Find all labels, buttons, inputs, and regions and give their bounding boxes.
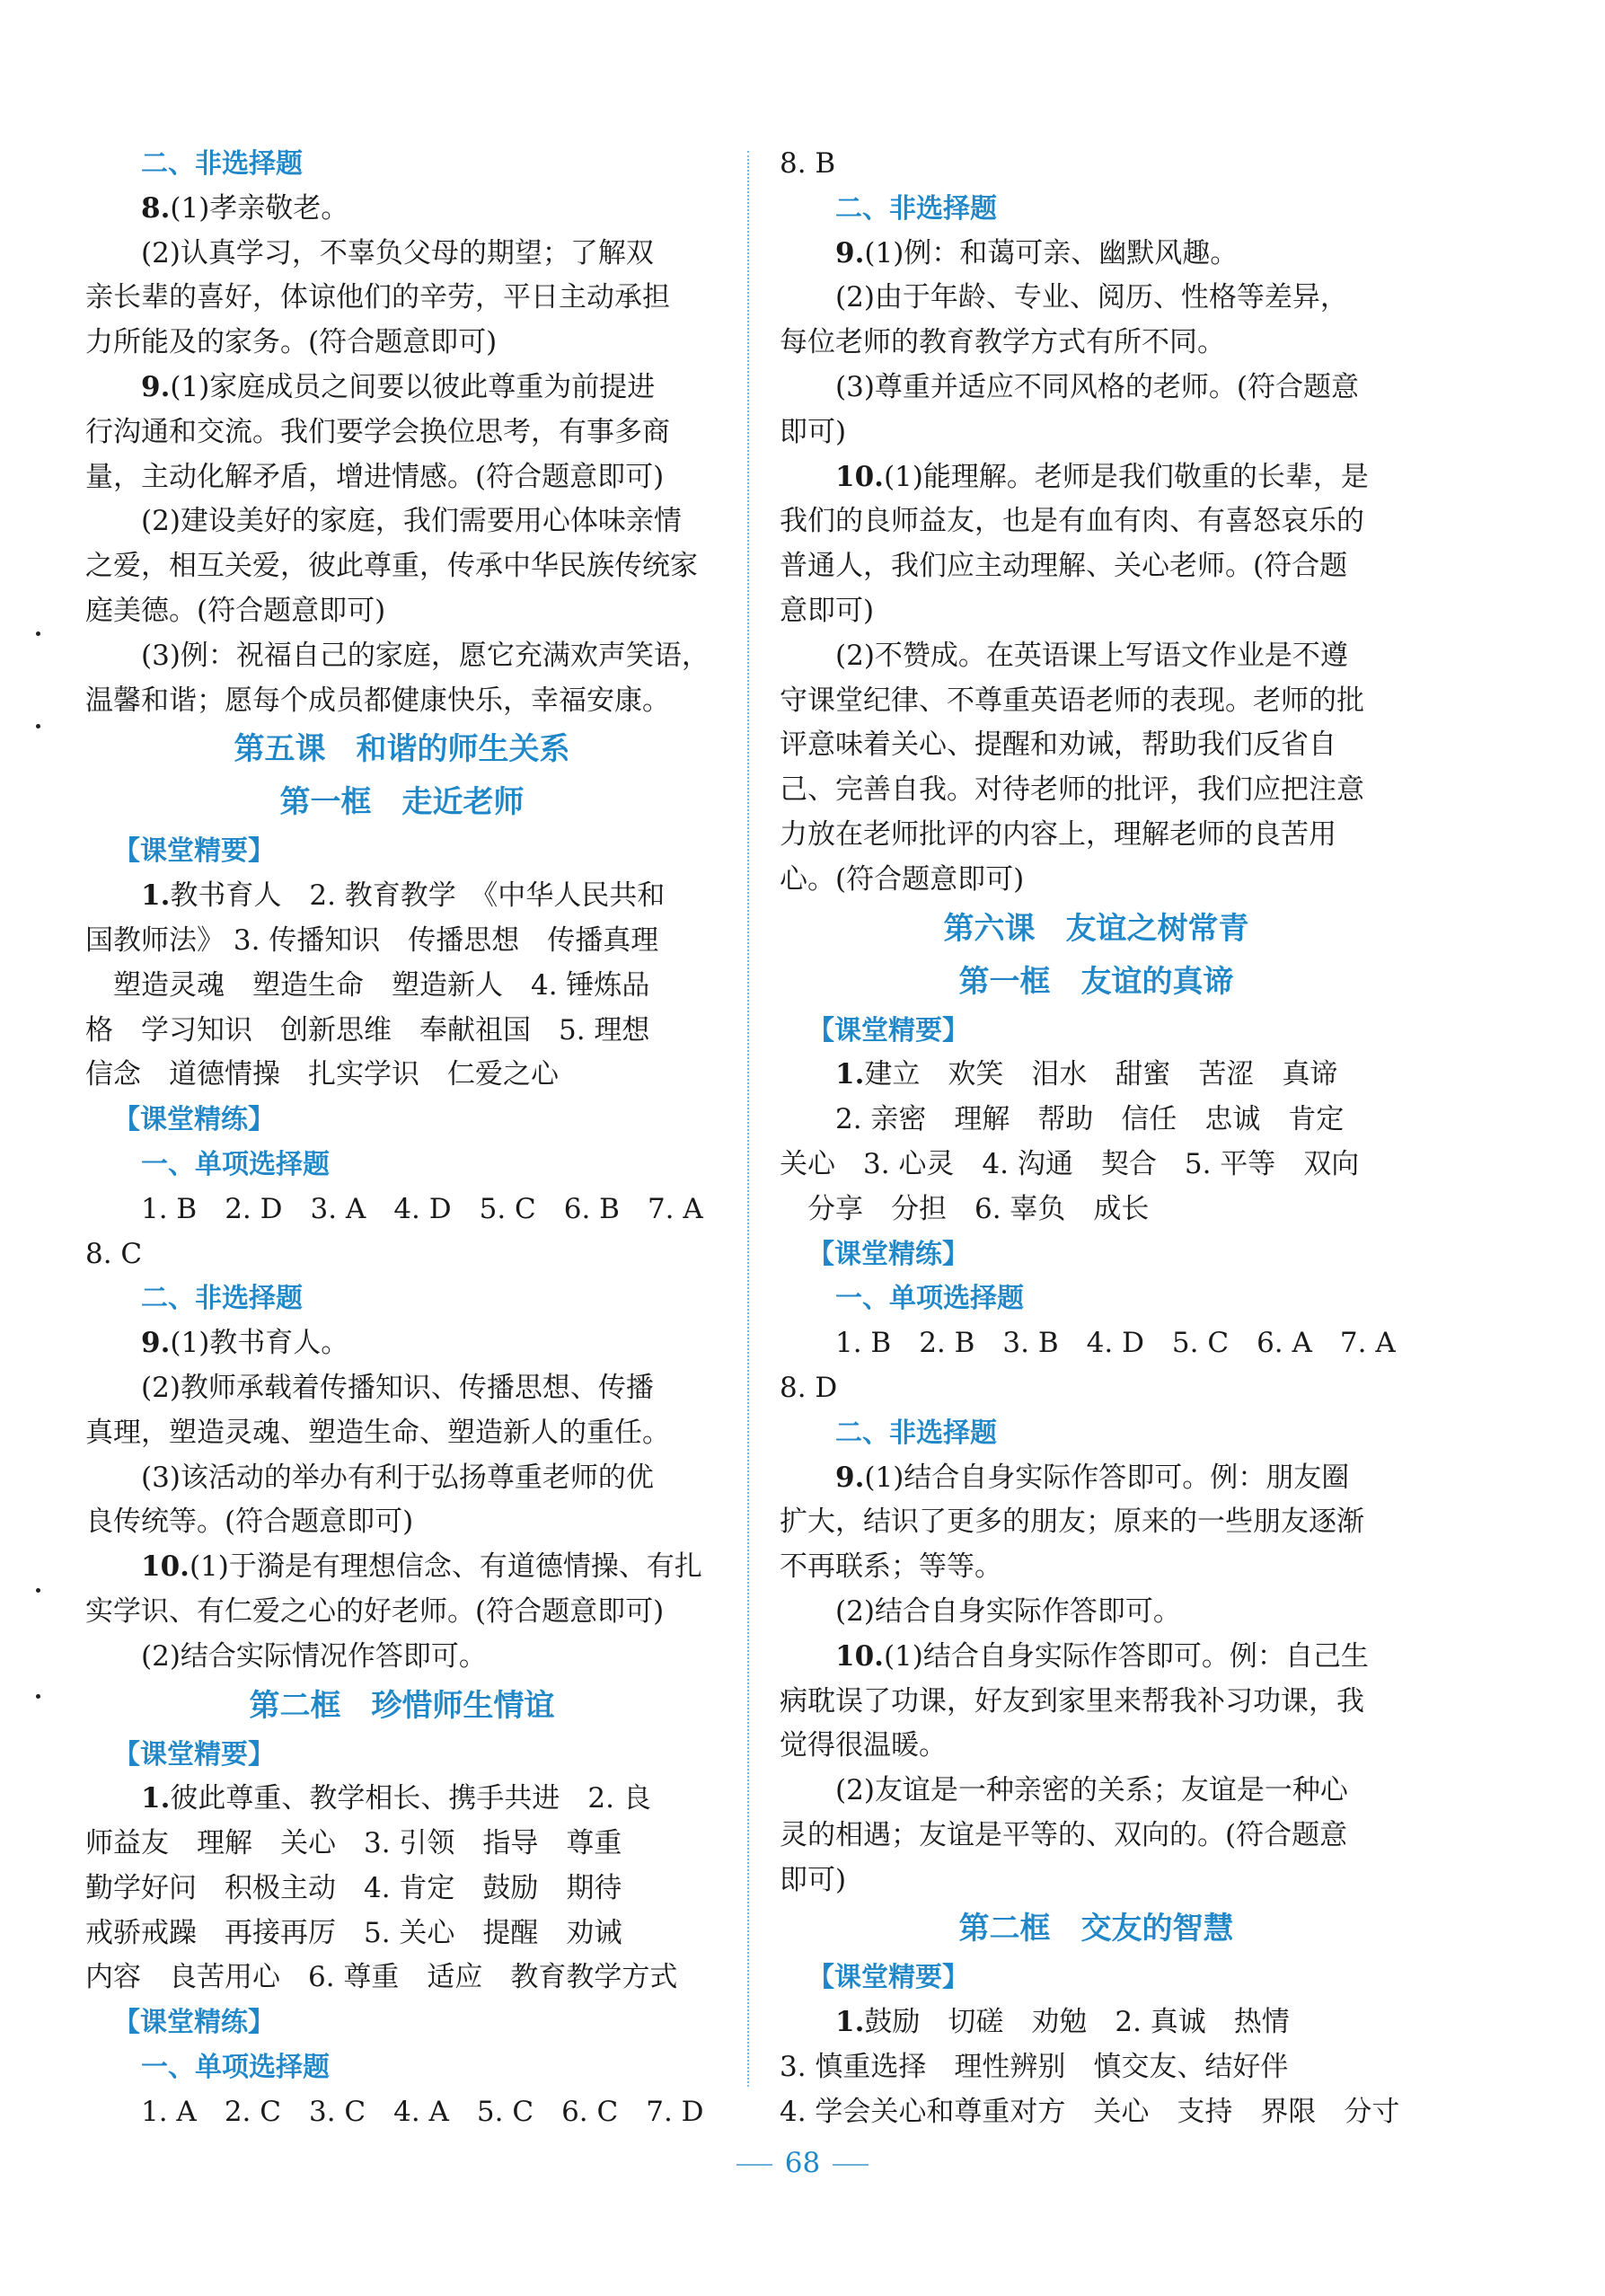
answer-line	[85, 874, 719, 919]
answer-line: 8. C	[85, 1237, 143, 1270]
page-number-dash	[736, 2164, 772, 2166]
column-divider	[747, 151, 749, 2087]
answer-line	[780, 2000, 1413, 2045]
question-number: 1.	[835, 2006, 865, 2039]
answer-line: (2)结合实际情况作答即可。	[141, 1639, 487, 1673]
margin-dot	[36, 1588, 40, 1593]
answer-line: (2)友谊是一种亲密的关系；友谊是一种心	[835, 1774, 1348, 1807]
question-type-heading: 一、单项选择题	[141, 2052, 330, 2084]
answer-line	[85, 187, 719, 232]
answer-text: 建立 欢笑 泪水 甜蜜 苦涩 真谛	[864, 1058, 1338, 1091]
answer-text: (1)能理解。老师是我们敬重的长辈，是	[883, 460, 1369, 493]
answer-line	[780, 232, 1413, 277]
question-type-heading: 二、非选择题	[835, 192, 997, 225]
answer-line: 戒骄戒躁 再接再厉 5. 关心 提醒 劝诫	[85, 1916, 622, 1949]
answer-line: 心。(符合题意即可)	[780, 862, 1025, 896]
answer-line: 力所能及的家务。(符合题意即可)	[85, 326, 498, 359]
answer-line: 病耽误了功课，好友到家里来帮我补习功课，我	[780, 1684, 1364, 1718]
answer-line: 格 学习知识 创新思维 奉献祖国 5. 理想	[85, 1013, 650, 1046]
answer-text: (1)教书育人。	[170, 1327, 349, 1360]
answer-line: 灵的相遇；友谊是平等的、双向的。(符合题意	[780, 1818, 1348, 1851]
question-number: 1.	[141, 879, 171, 913]
left-column	[85, 142, 719, 2135]
question-type-heading: 一、单项选择题	[141, 1148, 330, 1180]
answer-line: 师益友 理解 关心 3. 引领 指导 尊重	[85, 1827, 622, 1860]
section-title: 第一框 友谊的真谛	[958, 963, 1234, 1000]
answer-line: (3)该活动的举办有利于弘扬尊重老师的优	[141, 1461, 654, 1494]
bracket-heading: 【课堂精练】	[807, 1238, 969, 1270]
answer-line: (3)尊重并适应不同风格的老师。(符合题意	[835, 370, 1360, 403]
page-number-value: 68	[784, 2147, 821, 2179]
section-title: 第二框 交友的智慧	[958, 1911, 1234, 1947]
right-column	[780, 142, 1413, 2135]
answer-line: 8. D	[780, 1371, 838, 1404]
page-number	[0, 2147, 1605, 2179]
answer-line: 普通人，我们应主动理解、关心老师。(符合题	[780, 550, 1348, 583]
answer-line: (3)例：祝福自己的家庭，愿它充满欢声笑语，	[141, 639, 710, 672]
answer-line: 良传统等。(符合题意即可)	[85, 1506, 414, 1539]
section-title: 第二框 珍惜师生情谊	[249, 1687, 555, 1724]
answer-text: (1)例：和蔼可亲、幽默风趣。	[864, 236, 1239, 269]
question-number: 10.	[835, 460, 884, 493]
question-number: 9.	[141, 370, 171, 403]
margin-dot	[36, 1694, 40, 1699]
answer-line: 实学识、有仁爱之心的好老师。(符合题意即可)	[85, 1594, 665, 1628]
answer-line: 2. 亲密 理解 帮助 信任 忠诚 肯定	[835, 1103, 1345, 1136]
answer-line: 4. 学会关心和尊重对方 关心 支持 界限 分寸	[780, 2095, 1400, 2128]
answer-line	[85, 366, 719, 411]
question-number: 9.	[835, 1461, 865, 1494]
answer-line: 温馨和谐；愿每个成员都健康快乐，幸福安康。	[85, 684, 670, 717]
answer-text: (1)孝亲敬老。	[170, 191, 349, 225]
answer-line: (2)建设美好的家庭，我们需要用心体味亲情	[141, 505, 682, 538]
choice-answers: 1. A 2. C 3. C 4. A 5. C 6. C 7. D	[141, 2095, 704, 2128]
page-number-dash	[833, 2164, 869, 2166]
choice-answers: 1. B 2. B 3. B 4. D 5. C 6. A 7. A	[835, 1327, 1396, 1360]
question-number: 10.	[835, 1639, 884, 1673]
answer-line: 不再联系；等等。	[780, 1550, 1002, 1584]
answer-text: 彼此尊重、教学相长、携手共进 2. 良	[170, 1782, 651, 1815]
question-number: 9.	[835, 236, 865, 269]
margin-dot	[36, 724, 40, 729]
answer-line: 行沟通和交流。我们要学会换位思考，有事多商	[85, 415, 670, 448]
answer-line: 庭美德。(符合题意即可)	[85, 594, 386, 627]
answer-line: 8. B	[780, 147, 836, 180]
question-type-heading: 二、非选择题	[835, 1417, 997, 1449]
answer-line: 内容 良苦用心 6. 尊重 适应 教育教学方式	[85, 1961, 678, 1994]
answer-line: 意即可)	[780, 594, 875, 627]
bracket-heading: 【课堂精要】	[113, 835, 275, 868]
question-type-heading: 二、非选择题	[141, 1283, 303, 1315]
answer-line	[780, 1635, 1413, 1680]
question-number: 10.	[141, 1550, 190, 1584]
question-number: 9.	[141, 1327, 171, 1360]
answer-line: 即可)	[780, 1863, 847, 1896]
answer-line: (2)认真学习，不辜负父母的期望；了解双	[141, 236, 654, 269]
answer-line: 3. 慎重选择 理性辨别 慎交友、结好伴	[780, 2051, 1289, 2084]
question-number: 1.	[141, 1782, 171, 1815]
answer-line: 之爱，相互关爱，彼此尊重，传承中华民族传统家	[85, 550, 698, 583]
answer-line: 力放在老师批评的内容上，理解老师的良苦用	[780, 817, 1336, 851]
answer-line: 扩大，结识了更多的朋友；原来的一些朋友逐渐	[780, 1506, 1364, 1539]
answer-text: (1)结合自身实际作答即可。例：朋友圈	[864, 1461, 1350, 1494]
answer-line	[85, 1777, 719, 1822]
answer-line: 信念 道德情操 扎实学识 仁爱之心	[85, 1058, 559, 1091]
section-title: 第五课 和谐的师生关系	[234, 731, 570, 768]
answer-line: 觉得很温暖。	[780, 1729, 947, 1762]
answer-line: 守课堂纪律、不尊重英语老师的表现。老师的批	[780, 684, 1364, 717]
choice-answers: 1. B 2. D 3. A 4. D 5. C 6. B 7. A	[141, 1192, 703, 1225]
answer-line: 己、完善自我。对待老师的批评，我们应把注意	[780, 773, 1364, 807]
answer-line	[780, 455, 1413, 500]
answer-line	[780, 1053, 1413, 1098]
answer-line: 即可)	[780, 415, 847, 448]
bracket-heading: 【课堂精要】	[807, 1962, 969, 1994]
bracket-heading: 【课堂精要】	[113, 1738, 275, 1771]
answer-line: 评意味着关心、提醒和劝诫，帮助我们反省自	[780, 729, 1336, 762]
question-number: 8.	[141, 191, 171, 225]
answer-line: 量，主动化解矛盾，增进情感。(符合题意即可)	[85, 460, 665, 493]
answer-line: (2)教师承载着传播知识、传播思想、传播	[141, 1371, 654, 1404]
margin-dot	[36, 631, 40, 636]
answer-text: (1)结合自身实际作答即可。例：自己生	[883, 1639, 1369, 1673]
bracket-heading: 【课堂精练】	[113, 1104, 275, 1136]
section-title: 第一框 走近老师	[279, 784, 525, 821]
answer-line: 分享 分担 6. 辜负 成长	[807, 1192, 1150, 1225]
answer-line	[780, 1456, 1413, 1501]
answer-line: (2)由于年龄、专业、阅历、性格等差异，	[835, 281, 1348, 314]
question-type-heading: 一、单项选择题	[835, 1283, 1024, 1315]
answer-line: 真理，塑造灵魂、塑造生命、塑造新人的重任。	[85, 1416, 670, 1449]
answer-text: (1)于漪是有理想信念、有道德情操、有扎	[189, 1550, 702, 1584]
answer-line: 国教师法》 3. 传播知识 传播思想 传播真理	[85, 923, 659, 957]
bracket-heading: 【课堂精练】	[113, 2007, 275, 2039]
question-type-heading: 二、非选择题	[141, 148, 303, 180]
answer-text: 教书育人 2. 教育教学 《中华人民共和	[170, 879, 666, 913]
answer-text: 鼓励 切磋 劝勉 2. 真诚 热情	[864, 2006, 1290, 2039]
answer-line: 我们的良师益友，也是有血有肉、有喜怒哀乐的	[780, 505, 1364, 538]
answer-line	[85, 1545, 719, 1590]
section-title: 第六课 友谊之树常青	[943, 910, 1249, 947]
answer-line: (2)不赞成。在英语课上写语文作业是不遵	[835, 639, 1348, 672]
bracket-heading: 【课堂精要】	[807, 1014, 969, 1046]
answer-line: 亲长辈的喜好，体谅他们的辛劳，平日主动承担	[85, 281, 670, 314]
question-number: 1.	[835, 1058, 865, 1091]
answer-line: 勤学好问 积极主动 4. 肯定 鼓励 期待	[85, 1871, 622, 1904]
answer-line: (2)结合自身实际作答即可。	[835, 1594, 1181, 1628]
answer-line	[85, 1321, 719, 1366]
answer-text: (1)家庭成员之间要以彼此尊重为前提进	[170, 370, 656, 403]
answer-line: 关心 3. 心灵 4. 沟通 契合 5. 平等 双向	[780, 1147, 1360, 1180]
answer-line: 每位老师的教育教学方式有所不同。	[780, 326, 1225, 359]
answer-line: 塑造灵魂 塑造生命 塑造新人 4. 锤炼品	[113, 968, 650, 1002]
